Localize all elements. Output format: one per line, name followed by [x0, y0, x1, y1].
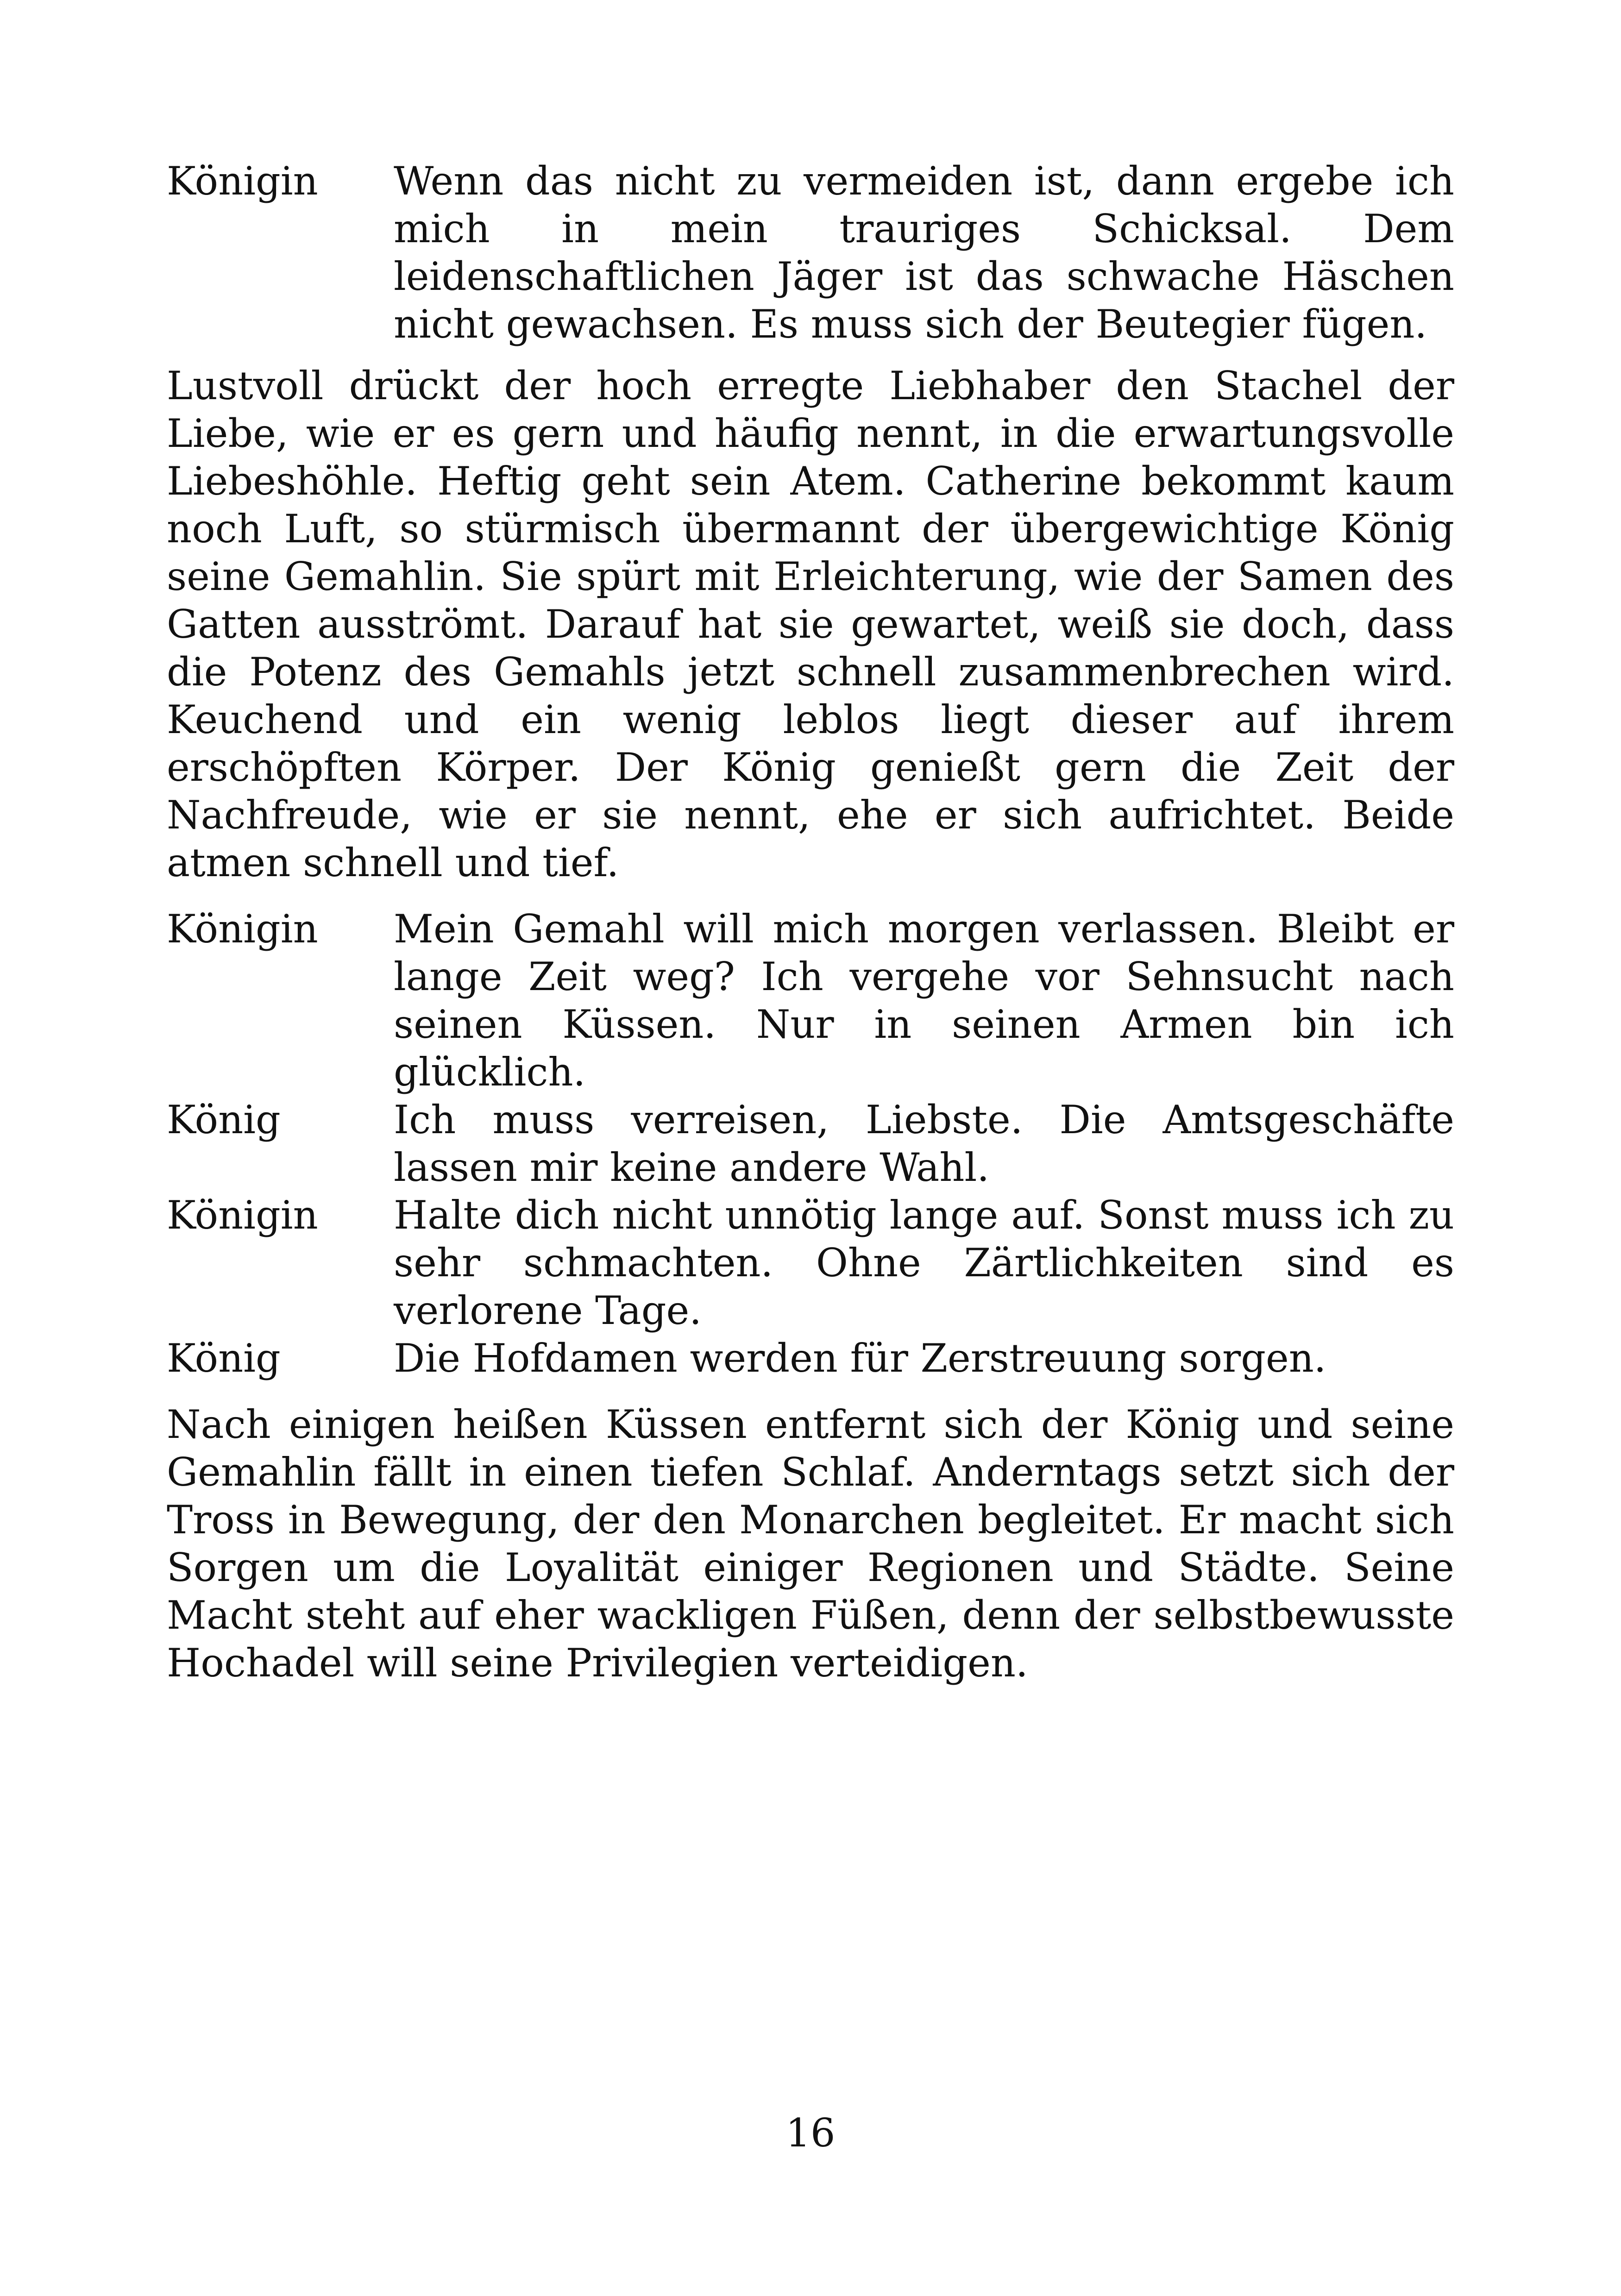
- page-body: [167, 157, 1454, 1687]
- dialog-row: [167, 1335, 1454, 1382]
- dialog-row: [167, 1096, 1454, 1192]
- dialog-line: Wenn das nicht zu vermeiden ist, dann ergebe ich mich in mein trauriges Schicksal. Dem leidenschaftlichen Jäger ist das schwache Häschen nicht gewachsen. Es muss sich der Beutegier fügen.: [394, 158, 1454, 347]
- dialog-line: Die Hofdamen werden für Zerstreuung sorgen.: [394, 1336, 1326, 1381]
- dialog-row: [167, 1192, 1454, 1335]
- speaker-label: König: [167, 1336, 281, 1381]
- speaker-label: König: [167, 1097, 281, 1142]
- speaker-label: Königin: [167, 906, 318, 952]
- dialog-row: [167, 157, 1454, 348]
- page-number: 16: [785, 2110, 836, 2156]
- narrative-paragraph-2: Nach einigen heißen Küssen entfernt sich der König und seine Gemahlin fällt in einen tiefen Schlaf. Anderntags setzt sich der Tross in Bewegung, der den Monarchen begleitet. Er macht sich Sorgen um die Loyalität einiger Regionen und Städte. Seine Macht steht auf eher wackligen Füßen, denn der selbstbewusste Hochadel will seine Privilegien verteidigen.: [167, 1402, 1454, 1686]
- dialog-line: Ich muss verreisen, Liebste. Die Amtsgeschäfte lassen mir keine andere Wahl.: [394, 1097, 1454, 1190]
- speaker-label: Königin: [167, 1192, 318, 1238]
- narrative-paragraph-1: Lustvoll drückt der hoch erregte Liebhaber den Stachel der Liebe, wie er es gern und häufig nennt, in die erwartungsvolle Liebeshöhle. Heftig geht sein Atem. Catherine bekommt kaum noch Luft, so stürmisch übermannt der übergewichtige König seine Gemahlin. Sie spürt mit Erleichterung, wie der Samen des Gatten ausströmt. Darauf hat sie gewartet, weiß sie doch, dass die Potenz des Gemahls jetzt schnell zusammenbrechen wird. Keuchend und ein wenig leblos liegt dieser auf ihrem erschöpften Körper. Der König genießt gern die Zeit der Nachfreude, wie er sie nennt, ehe er sich aufrichtet. Beide atmen schnell und tief.: [167, 363, 1454, 885]
- dialog-row: [167, 905, 1454, 1096]
- dialog-line: Mein Gemahl will mich morgen verlassen. Bleibt er lange Zeit weg? Ich vergehe vor Sehnsucht nach seinen Küssen. Nur in seinen Armen bin ich glücklich.: [394, 906, 1454, 1095]
- dialog-block-2: [167, 905, 1454, 1382]
- dialog-block-1: [167, 157, 1454, 348]
- dialog-line: Halte dich nicht unnötig lange auf. Sonst muss ich zu sehr schmachten. Ohne Zärtlichkeiten sind es verlorene Tage.: [394, 1192, 1454, 1333]
- speaker-label: Königin: [167, 158, 318, 204]
